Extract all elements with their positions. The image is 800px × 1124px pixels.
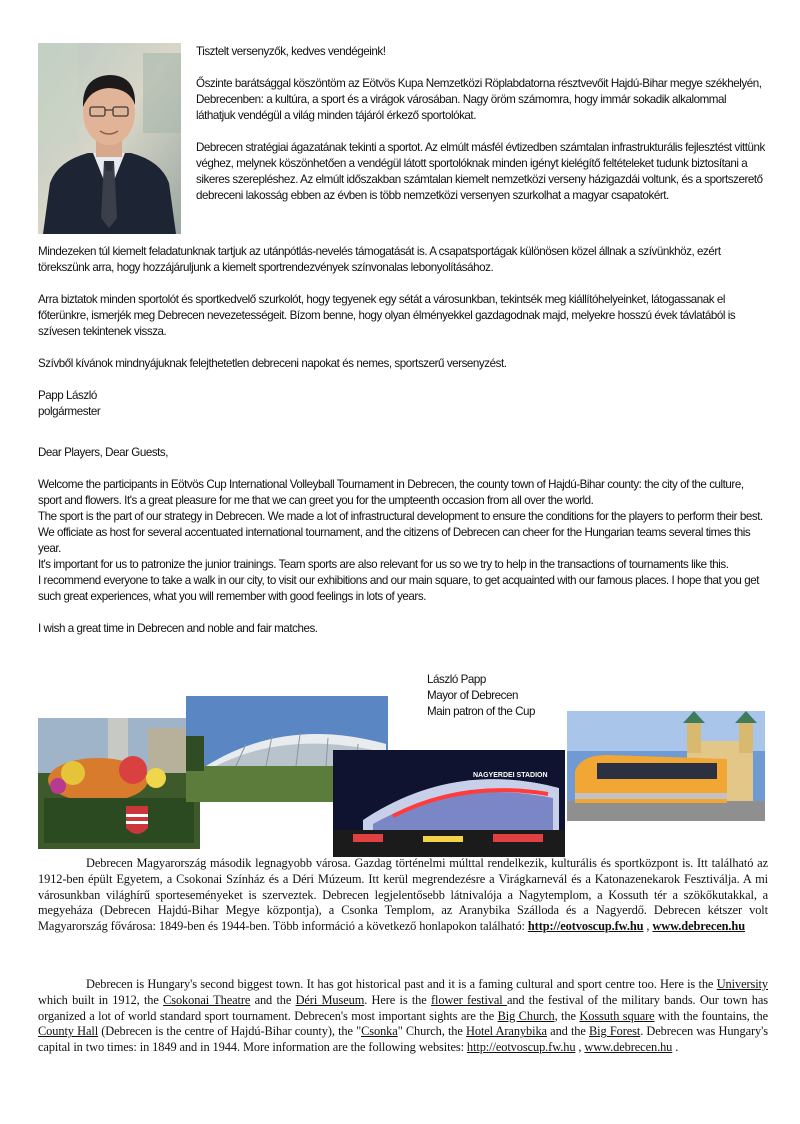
- hotel-aranybika-link[interactable]: Hotel Aranybika: [466, 1024, 547, 1039]
- mayor-portrait-image: [38, 43, 181, 234]
- stadium-night-photo: [333, 750, 565, 857]
- hu-letter-body: [38, 244, 768, 420]
- tram-church-image: [567, 711, 765, 821]
- hu-paragraph-1: Őszinte barátsággal köszöntöm az Eötvös Kupa Nemzetközi Röplabdatorna résztvevőit Hajdú-Bihar megye székhelyén, Debrecenben: a kultúra, a sport és a virágok városában. Nagy öröm számomra, hogy immár sokadik alkalommal láthatjuk vendégül a világ minden tájáról érkező sportolókat.: [196, 77, 762, 122]
- en-line-4: It's important for us to patronize the junior trainings. Team sports are also relevant for us so we try to help in the transactions of tournaments like this.: [38, 558, 729, 571]
- hu-paragraph-3: Mindezeken túl kiemelt feladatunknak tartjuk az utánpótlás-nevelés támogatását is. A csapatsportágak különösen közel állnak a szívünkhöz, ezért törekszünk arra, hogy hozzájáruljunk a kiemelt sportrendezvények színvonalas lebonyolításához.: [38, 245, 721, 274]
- hu-city-description: [38, 856, 768, 935]
- hu-paragraph-4: Arra biztatok minden sportolót és sportkedvelő szurkolót, hogy tegyenek egy sétát a városunkban, tekintsék meg kiállítóhelyeinket, látogassanak el főterünkre, ismerjék meg Debrecen nevezetességeit. Bízom benne, hogy olyan élményekkel gazdagodnak majd, melyekre hosszú évek távlatából is szívesen tekintenek vissza.: [38, 293, 736, 338]
- en-line-6: I wish a great time in Debrecen and noble and fair matches.: [38, 622, 318, 635]
- debrecen-link[interactable]: www.debrecen.hu: [652, 919, 746, 934]
- big-forest-link[interactable]: Big Forest: [589, 1024, 641, 1039]
- hu-signature-title: polgármester: [38, 405, 101, 418]
- en-debrecen-link[interactable]: www.debrecen.hu: [584, 1040, 673, 1055]
- county-hall-link[interactable]: County Hall: [38, 1024, 99, 1039]
- csonka-church-link[interactable]: Csonka: [361, 1024, 398, 1039]
- en-city-text-6: , the: [554, 1008, 580, 1023]
- hu-city-text: Debrecen Magyarország második legnagyobb városa. Gazdag történelmi múlttal rendelkezik, kulturális és sportközpont is. Itt található az 1912-ben épült Egyetem, a Csokonai Színház és a Déri Múzeum. Itt kerül megrendezésre a Virágkarnevál és a Katonazenekarok Fesztiválja. A mi városunkban világhírű sporteseményeket is szerveztek. Debrecen legjelentősebb látnivalója a Nagytemplom, a Kossuth tér a szökőkutakkal, a megyeháza (Debrecen Hajdú-Bihar Megye központja), a Csonka Templom, az Aranybika Szálloda és a Nagyerdő. Debrecen kétszer volt Magyarország fővárosa: 1849-ben és 1944-ben. Több információ a következő honlapokon található:: [38, 856, 768, 934]
- en-link-separator: ,: [575, 1040, 585, 1055]
- csokonai-theatre-link[interactable]: Csokonai Theatre: [163, 992, 251, 1007]
- kossuth-square-link[interactable]: Kossuth square: [579, 1008, 655, 1023]
- flower-carnival-image: [38, 718, 200, 849]
- flower-carnival-photo: [38, 718, 200, 849]
- en-line-1: Welcome the participants in Eötvös Cup International Volleyball Tournament in Debrecen, the county town of Hajdú-Bihar county: the city of the culture, sport and flowers. It's a great pleasure for me that we can greet you for the umpteenth occasion from all over the world.: [38, 478, 744, 507]
- deri-museum-link[interactable]: Déri Museum: [295, 992, 365, 1007]
- hu-letter-intro: [196, 44, 768, 204]
- en-city-description: [38, 977, 768, 1056]
- mayor-portrait: [38, 43, 181, 234]
- en-city-text-11: . Debrecen was Hungary's capital in two times: in 1849 and in 1944. More information are the following websites:: [38, 1024, 768, 1055]
- en-city-text-2: which built in 1912, the: [38, 992, 164, 1007]
- en-city-text-5: and the festival of the military bands. Our town has organized a lot of world standard sport tournament. Debrecen's most important sights are the: [38, 992, 768, 1023]
- stadium-night-image: [333, 750, 565, 857]
- big-church-link[interactable]: Big Church: [497, 1008, 555, 1023]
- hu-paragraph-5: Szívből kívánok mindnyájuknak felejthetetlen debreceni napokat és nemes, sportszerű versenyzést.: [38, 357, 507, 370]
- flower-festival-link[interactable]: flower festival: [430, 992, 507, 1007]
- hu-paragraph-2: Debrecen stratégiai ágazatának tekinti a sportot. Az elmúlt másfél évtizedben számtalan infrastrukturális fejlesztést vittünk véghez, melynek köszönhetően a vendégül látott sportolóknak minden igényt kielégítő feltételeket tudunk biztosítani a sikeres szerepléshez. Az elmúlt időszakban számtalan kiemelt nemzetközi verseny házigazdái voltunk, és a sportszerető debreceni lakosság ebben az évben is több nemzetközi versenyen szurkolhat a magyar csapatokért.: [196, 141, 765, 202]
- en-city-text-9: " Church, the: [397, 1024, 466, 1039]
- en-signature-title: Mayor of Debrecen: [427, 689, 518, 702]
- tram-church-photo: [567, 711, 765, 821]
- en-city-text-7: with the fountains, the: [654, 1008, 768, 1023]
- en-city-text-10: and the: [546, 1024, 590, 1039]
- en-signature-name: László Papp: [427, 673, 486, 686]
- en-city-text-4: . Here is the: [364, 992, 431, 1007]
- en-city-text-3: and the: [250, 992, 296, 1007]
- university-link[interactable]: University: [716, 977, 768, 991]
- hu-greeting: Tisztelt versenyzők, kedves vendégeink!: [196, 45, 386, 58]
- en-line-2: The sport is the part of our strategy in Debrecen. We made a lot of infrastructural development to ensure the conditions for the players to perform their best.: [38, 510, 763, 523]
- en-line-5: I recommend everyone to take a walk in our city, to visit our exhibitions and our main square, to get acquainted with our famous places. I hope that you get such great experiences, what you will remember with good feelings in lots of years.: [38, 574, 759, 603]
- eotvoscup-link[interactable]: http://eotvoscup.fw.hu: [527, 919, 644, 934]
- en-city-text-1: Debrecen is Hungary's second biggest town. It has got historical past and it is a faming cultural and sport centre too. Here is the: [86, 977, 717, 991]
- en-city-paragraph: [38, 977, 768, 1056]
- en-greeting: Dear Players, Dear Guests,: [38, 446, 169, 459]
- en-city-text-8: (Debrecen is the centre of Hajdú-Bihar county), the ": [98, 1024, 362, 1039]
- en-letter: [38, 445, 768, 637]
- hu-city-paragraph: [38, 856, 768, 935]
- hu-link-separator: ,: [643, 919, 653, 934]
- en-city-text-end: .: [672, 1040, 679, 1055]
- en-signature-role: Main patron of the Cup: [427, 705, 536, 718]
- en-eotvoscup-link[interactable]: http://eotvoscup.fw.hu: [466, 1040, 576, 1055]
- hu-signature-name: Papp László: [38, 389, 97, 402]
- stadium-sign-text: NAGYERDEI STADION: [473, 772, 548, 779]
- en-line-3: We officiate as host for several accentuated international tournament, and the citizens of Debrecen can cheer for the Hungarian teams several times this year.: [38, 526, 751, 555]
